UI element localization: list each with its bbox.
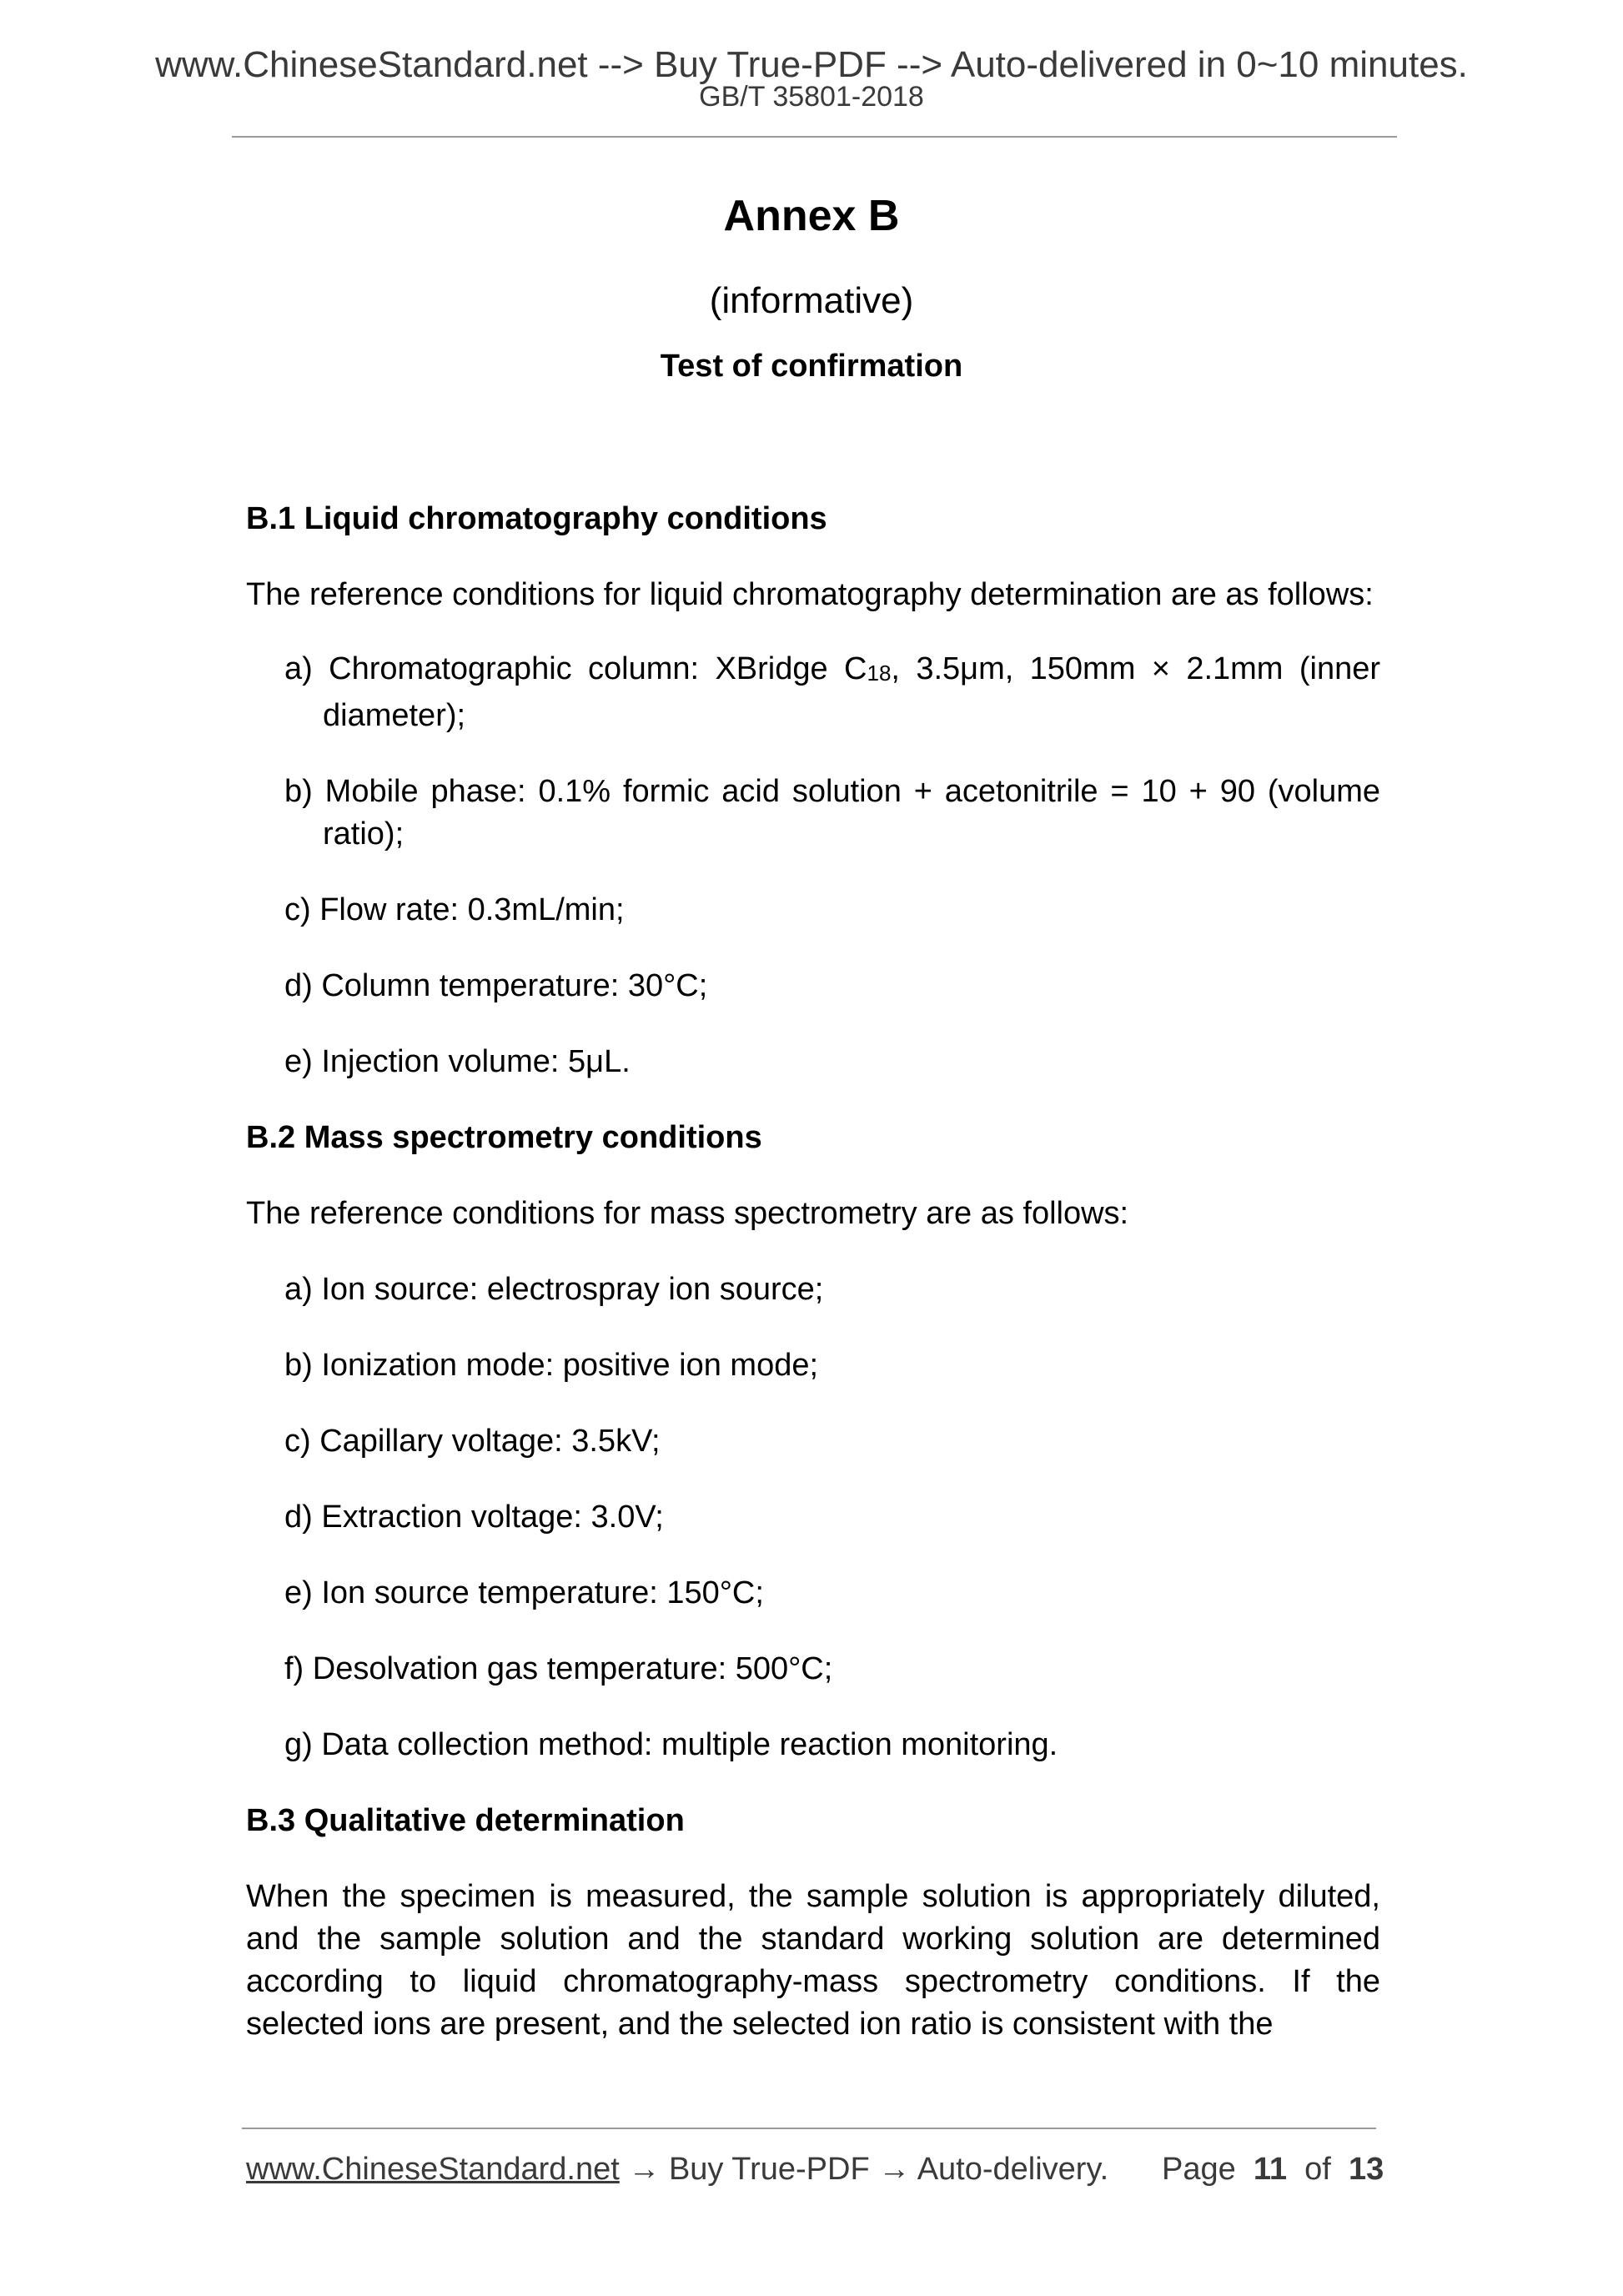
footer-promo	[246, 2150, 1108, 2188]
list-item: b) Mobile phase: 0.1% formic acid solution + acetonitrile = 10 + 90 (volume ratio);	[284, 774, 1380, 852]
site-banner: www.ChineseStandard.net --> Buy True-PDF --> Auto-delivered in 0~10 minutes.	[155, 44, 1468, 85]
list-item: g) Data collection method: multiple reaction monitoring.	[284, 1727, 1058, 1762]
list-item: d) Column temperature: 30°C;	[284, 968, 708, 1003]
section-title-b3: B.3 Qualitative determination	[246, 1803, 685, 1838]
current-page-number: 11	[1253, 2152, 1288, 2187]
footer-promo-text: → Buy True-PDF → Auto-delivery.	[619, 2152, 1109, 2187]
section-title-b1: B.1 Liquid chromatography conditions	[246, 501, 827, 536]
section-b1-intro: The reference conditions for liquid chromatography determination are as follows:	[246, 577, 1374, 612]
total-page-number: 13	[1349, 2152, 1384, 2187]
document-body	[246, 498, 1380, 2046]
page-indicator: Page 11 of 13	[1162, 2152, 1384, 2187]
list-item: f) Desolvation gas temperature: 500°C;	[284, 1651, 833, 1686]
lc-conditions-list	[246, 648, 1380, 1083]
list-item: a) Chromatographic column: XBridge C18, 3.5μm, 150mm × 2.1mm (inner diameter);	[284, 651, 1380, 733]
annex-type: (informative)	[709, 280, 914, 321]
header-divider	[232, 136, 1397, 138]
section-title-b2: B.2 Mass spectrometry conditions	[246, 1120, 762, 1155]
section-b3-body: When the specimen is measured, the sample solution is appropriately diluted, and the sample solution and the standard working solution are determined according to liquid chromatography-mass spectrometry conditions. If the selected ions are present, and the selected ion ratio is consistent with the	[246, 1879, 1380, 2042]
section-b2-intro: The reference conditions for mass spectrometry are as follows:	[246, 1196, 1129, 1231]
ms-conditions-list	[246, 1269, 1380, 1766]
annex-title: Annex B	[723, 192, 900, 240]
list-item: d) Extraction voltage: 3.0V;	[284, 1500, 664, 1535]
list-item: e) Injection volume: 5μL.	[284, 1044, 631, 1079]
standard-code: GB/T 35801-2018	[699, 81, 924, 113]
footer-site-link[interactable]: www.ChineseStandard.net	[246, 2152, 620, 2187]
list-item: c) Capillary voltage: 3.5kV;	[284, 1424, 661, 1459]
list-item: e) Ion source temperature: 150°C;	[284, 1575, 764, 1610]
footer-divider	[242, 2128, 1376, 2129]
list-item: b) Ionization mode: positive ion mode;	[284, 1348, 819, 1383]
annex-heading: Test of confirmation	[660, 349, 963, 384]
list-item: c) Flow rate: 0.3mL/min;	[284, 892, 625, 927]
list-item: a) Ion source: electrospray ion source;	[284, 1272, 824, 1307]
